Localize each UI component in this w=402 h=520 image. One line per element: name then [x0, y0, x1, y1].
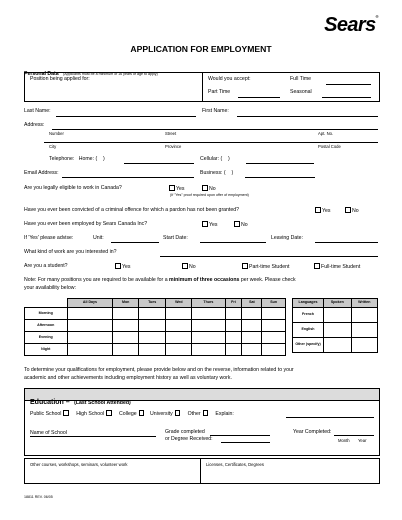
grade-field[interactable] — [210, 435, 270, 436]
page-title: APPLICATION FOR EMPLOYMENT — [130, 44, 272, 54]
full-time-label: Full Time — [290, 76, 312, 82]
cellular-field[interactable] — [246, 163, 314, 164]
language-row-label: English — [293, 323, 324, 338]
availability-cell[interactable] — [138, 308, 166, 320]
part-time-field[interactable] — [238, 97, 280, 98]
unit-field[interactable] — [111, 242, 159, 243]
availability-cell[interactable] — [225, 344, 242, 356]
availability-col-header: Wed — [166, 299, 192, 308]
language-cell[interactable] — [351, 338, 377, 353]
last-name-field[interactable] — [56, 116, 196, 117]
part-time-label: Part Time — [208, 89, 231, 95]
address-label: Address: — [24, 122, 45, 128]
last-name-label: Last Name: — [24, 108, 51, 114]
qualifications-note: To determine your qualifications for employment, please provide below and on the reverse, information related to your academic and other achievements including employment history as well as voluntary work. — [24, 367, 294, 381]
availability-col-header: Sun — [262, 299, 286, 308]
availability-cell[interactable] — [113, 332, 138, 344]
college-checkbox[interactable] — [139, 410, 145, 416]
address-city: City — [49, 144, 57, 149]
availability-cell[interactable] — [242, 344, 262, 356]
sears-logo: Sears® — [324, 14, 378, 36]
unit-label: Unit: — [93, 235, 104, 241]
personal-data-heading: Personal Data (Applicants must be a minimum of 16 years of age to apply) — [24, 71, 158, 77]
convicted-question: Have you ever been convicted of a criminal offence for which a pardon has not been granted? — [24, 207, 240, 213]
school-type-row — [30, 410, 234, 417]
availability-cell[interactable] — [242, 320, 262, 332]
availability-col-header: Fri — [225, 299, 242, 308]
licenses-label: Licenses, Certificates, Degrees — [206, 462, 264, 467]
availability-col-header: Mon — [113, 299, 138, 308]
university-label: University — [150, 411, 173, 418]
part-time-student-checkbox[interactable] — [242, 263, 248, 269]
eligible-note: (If "Yes" proof required upon offer of employment) — [170, 193, 249, 197]
address-apt: Apt. No. — [318, 131, 334, 136]
other-checkbox[interactable] — [203, 410, 209, 416]
year-completed-label: Year Completed: — [293, 429, 332, 435]
employed-yes-checkbox[interactable] — [202, 221, 208, 227]
email-label: Email Address: — [24, 170, 59, 176]
email-field[interactable] — [62, 177, 194, 178]
availability-cell[interactable] — [67, 332, 113, 344]
availability-cell[interactable] — [262, 308, 286, 320]
availability-cell[interactable] — [242, 308, 262, 320]
availability-cell[interactable] — [138, 344, 166, 356]
availability-cell[interactable] — [113, 308, 138, 320]
cellular-label: Cellular: ( ) — [200, 156, 230, 162]
interest-label: What kind of work are you interested in? — [24, 249, 117, 255]
availability-cell[interactable] — [113, 320, 138, 332]
full-time-field[interactable] — [326, 84, 371, 85]
availability-cell[interactable] — [138, 332, 166, 344]
language-cell[interactable] — [324, 308, 352, 323]
availability-table — [24, 298, 286, 356]
language-cell[interactable] — [351, 323, 377, 338]
address-line-2[interactable] — [44, 142, 378, 143]
student-yes-checkbox[interactable] — [115, 263, 121, 269]
availability-cell[interactable] — [67, 308, 113, 320]
start-date-field[interactable] — [200, 242, 266, 243]
interest-field[interactable] — [160, 256, 378, 257]
address-line-1[interactable] — [52, 129, 378, 130]
if-yes-label: If 'Yes' please advise: — [24, 235, 74, 241]
availability-col-header: Tues — [138, 299, 166, 308]
availability-cell[interactable] — [166, 320, 192, 332]
address-number: Number — [49, 131, 64, 136]
availability-cell[interactable] — [262, 332, 286, 344]
availability-cell[interactable] — [225, 332, 242, 344]
convicted-no[interactable]: No — [343, 207, 359, 214]
availability-cell[interactable] — [113, 344, 138, 356]
eligible-question: Are you legally eligible to work in Canada? — [24, 185, 122, 191]
leaving-date-label: Leaving Date: — [271, 235, 304, 241]
availability-cell[interactable] — [192, 320, 225, 332]
availability-cell[interactable] — [262, 344, 286, 356]
accept-label: Would you accept: — [208, 76, 251, 82]
eligible-no[interactable]: No — [200, 185, 216, 192]
seasonal-field[interactable] — [322, 97, 371, 98]
address-postal: Postal Code — [318, 144, 341, 149]
availability-note: Note: For many positions you are required to be available for a minimum of three occasions per week. Please check your availability below: — [24, 277, 296, 291]
student-full-time[interactable]: Full-time Student — [312, 263, 360, 270]
availability-cell[interactable] — [225, 308, 242, 320]
availability-cell[interactable] — [166, 332, 192, 344]
languages-col-header: Languages — [293, 299, 324, 308]
position-divider — [202, 72, 203, 102]
grade-label: Grade completed — [165, 429, 205, 435]
education-heading: Education – (Last School Attended) — [30, 399, 131, 406]
language-row-label: Other (specify) — [293, 338, 324, 353]
student-part-time[interactable]: Part-time Student — [240, 263, 289, 270]
student-no[interactable]: No — [180, 263, 196, 270]
availability-cell[interactable] — [67, 344, 113, 356]
availability-cell[interactable] — [138, 320, 166, 332]
languages-table — [292, 298, 378, 353]
availability-cell[interactable] — [225, 320, 242, 332]
eligible-yes[interactable]: Yes — [167, 185, 185, 192]
language-cell[interactable] — [324, 323, 352, 338]
student-no-checkbox[interactable] — [182, 263, 188, 269]
employed-question: Have you ever been employed by Sears Canada Inc? — [24, 221, 148, 227]
languages-col-header: Written — [351, 299, 377, 308]
school-name-label: Name of School — [30, 430, 67, 436]
full-time-student-checkbox[interactable] — [314, 263, 320, 269]
telephone-label: Telephone: Home: ( ) — [49, 156, 105, 162]
availability-col-header: Sat — [242, 299, 262, 308]
first-name-label: First Name: — [202, 108, 229, 114]
position-label: Position being applied for: — [30, 76, 90, 82]
high-school-checkbox[interactable] — [106, 410, 112, 416]
form-code: 18811 REV. 06/05 — [24, 495, 53, 499]
language-cell[interactable] — [324, 338, 352, 353]
seasonal-label: Seasonal — [290, 89, 312, 95]
explain-label: Explain: — [215, 411, 234, 418]
employed-no-checkbox[interactable] — [234, 221, 240, 227]
public-school-label: Public School — [30, 411, 62, 418]
availability-cell[interactable] — [242, 332, 262, 344]
home-phone-field[interactable] — [124, 163, 194, 164]
eligible-no-checkbox[interactable] — [202, 185, 208, 191]
eligible-yes-checkbox[interactable] — [169, 185, 175, 191]
year-label: Year — [358, 438, 367, 443]
convicted-yes[interactable]: Yes — [313, 207, 331, 214]
leaving-date-field[interactable] — [315, 242, 378, 243]
availability-row-label: Night — [25, 344, 68, 356]
availability-cell[interactable] — [192, 344, 225, 356]
employed-yes[interactable]: Yes — [200, 221, 218, 228]
student-yes[interactable]: Yes — [113, 263, 131, 270]
availability-row-label: Evening — [25, 332, 68, 344]
year-completed-field[interactable] — [334, 435, 374, 436]
availability-cell[interactable] — [192, 308, 225, 320]
month-label: Month — [338, 438, 350, 443]
convicted-yes-checkbox[interactable] — [315, 207, 321, 213]
school-name-field[interactable] — [30, 436, 156, 437]
degree-label: or Degree Received: — [165, 436, 213, 442]
first-name-field[interactable] — [237, 116, 378, 117]
availability-cell[interactable] — [166, 308, 192, 320]
university-checkbox[interactable] — [175, 410, 181, 416]
explain-field[interactable] — [286, 417, 374, 418]
convicted-no-checkbox[interactable] — [345, 207, 351, 213]
other-courses-label: Other courses, workshops, seminars, volunteer work — [30, 462, 128, 467]
language-row-label: French — [293, 308, 324, 323]
address-province: Province — [165, 144, 182, 149]
degree-field[interactable] — [221, 442, 270, 443]
availability-col-header: Thurs — [192, 299, 225, 308]
high-school-label: High School — [76, 411, 105, 418]
availability-cell[interactable] — [192, 332, 225, 344]
employed-no[interactable]: No — [232, 221, 248, 228]
student-question: Are you a student? — [24, 263, 68, 269]
business-phone-label: Business: ( ) — [200, 170, 234, 176]
availability-row-label: Afternoon — [25, 320, 68, 332]
availability-cell[interactable] — [166, 344, 192, 356]
availability-row-label: Morning — [25, 308, 68, 320]
business-phone-field[interactable] — [245, 177, 315, 178]
college-label: College — [119, 411, 137, 418]
language-cell[interactable] — [351, 308, 377, 323]
availability-cell[interactable] — [262, 320, 286, 332]
languages-col-header: Spoken — [324, 299, 352, 308]
address-street: Street — [165, 131, 177, 136]
other-label: Other — [187, 411, 201, 418]
public-school-checkbox[interactable] — [63, 410, 69, 416]
start-date-label: Start Date: — [163, 235, 188, 241]
other-courses-divider — [200, 458, 201, 484]
availability-cell[interactable] — [67, 320, 113, 332]
availability-col-header: All Days — [67, 299, 113, 308]
